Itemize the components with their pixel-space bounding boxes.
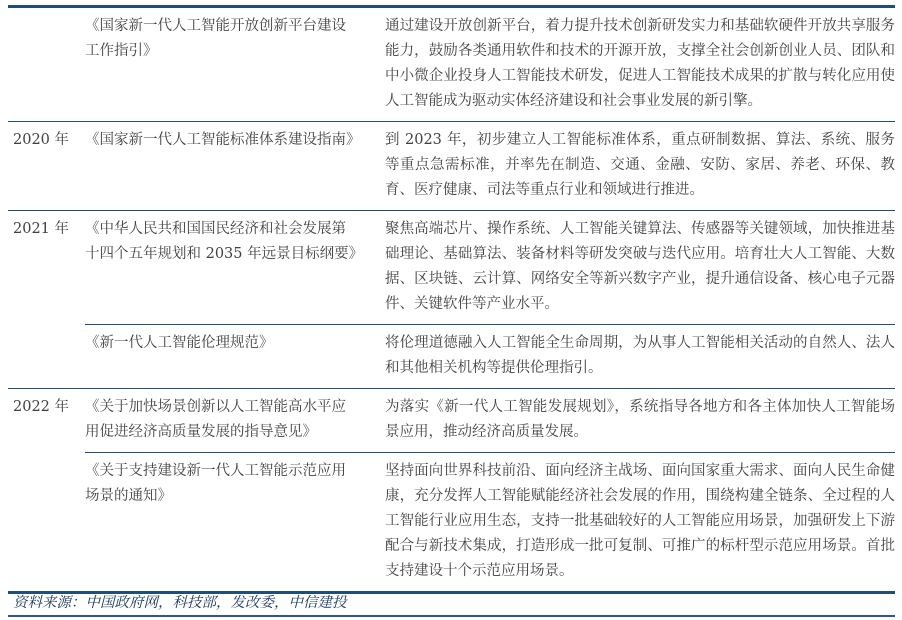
year-cell	[8, 452, 85, 591]
year-cell: 2020 年	[8, 121, 85, 210]
table-row	[8, 324, 895, 388]
policy-desc-cell: 坚持面向世界科技前沿、面向经济主战场、面向国家重大需求、面向人民生命健康，充分发挥人工智能赋能经济社会发展的作用，围绕构建全链条、全过程的人工智能行业应用生态，支持一批基础较好的人工智能应用场景，加强研发上下游配合与新技术集成，打造形成一批可复制、可推广的标杆型示范应用场景。首批支持建设十个示范应用场景。	[385, 452, 895, 591]
year-cell	[8, 8, 85, 121]
policy-title-cell: 《国家新一代人工智能标准体系建设指南》	[85, 121, 385, 210]
table-row	[8, 210, 895, 324]
policy-desc-cell: 到 2023 年，初步建立人工智能标准体系，重点研制数据、算法、系统、服务等重点急需标准，并率先在制造、交通、金融、安防、家居、养老、环保、教育、医疗健康、司法等重点行业和领域进行推进。	[385, 121, 895, 210]
footer-divider	[8, 615, 895, 617]
policy-title-cell: 《关于加快场景创新以人工智能高水平应用促进经济高质量发展的指导意见》	[85, 388, 385, 452]
data-source-note: 资料来源：中国政府网，科技部，发改委，中信建投	[13, 595, 347, 611]
table-row	[8, 452, 895, 591]
policy-desc-cell: 通过建设开放创新平台，着力提升技术创新研发实力和基础软硬件开放共享服务能力，鼓励各类通用软件和技术的开源开放，支撑全社会创新创业人员、团队和中小微企业投身人工智能技术研发，促进人工智能技术成果的扩散与转化应用使人工智能成为驱动实体经济建设和社会事业发展的新引擎。	[385, 18, 895, 109]
table-row	[8, 8, 895, 121]
policy-title-cell: 《中华人民共和国国民经济和社会发展第十四个五年规划和 2035 年远景目标纲要》	[85, 210, 385, 324]
policy-title-cell: 《关于支持建设新一代人工智能示范应用场景的通知》	[85, 452, 385, 591]
table-row	[8, 388, 895, 452]
year-cell	[8, 324, 85, 388]
year-cell: 2022 年	[8, 388, 85, 452]
policy-title-cell: 《新一代人工智能伦理规范》	[85, 324, 385, 388]
policy-desc-cell: 为落实《新一代人工智能发展规划》，系统指导各地方和各主体加快人工智能场景应用，推动经济高质量发展。	[385, 388, 895, 452]
ai-policy-table	[8, 5, 895, 594]
policy-desc-cell: 聚焦高端芯片、操作系统、人工智能关键算法、传感器等关键领域，加快推进基础理论、基础算法、装备材料等研发突破与迭代应用。培育壮大人工智能、大数据、区块链、云计算、网络安全等新兴数字产业，提升通信设备、核心电子元器件、关键软件等产业水平。	[385, 210, 895, 324]
year-cell: 2021 年	[8, 210, 85, 324]
policy-title-cell: 《国家新一代人工智能开放创新平台建设工作指引》	[85, 18, 346, 59]
table-row	[8, 121, 895, 210]
policy-desc-cell: 将伦理道德融入人工智能全生命周期，为从事人工智能相关活动的自然人、法人和其他相关机构等提供伦理指引。	[385, 324, 895, 388]
